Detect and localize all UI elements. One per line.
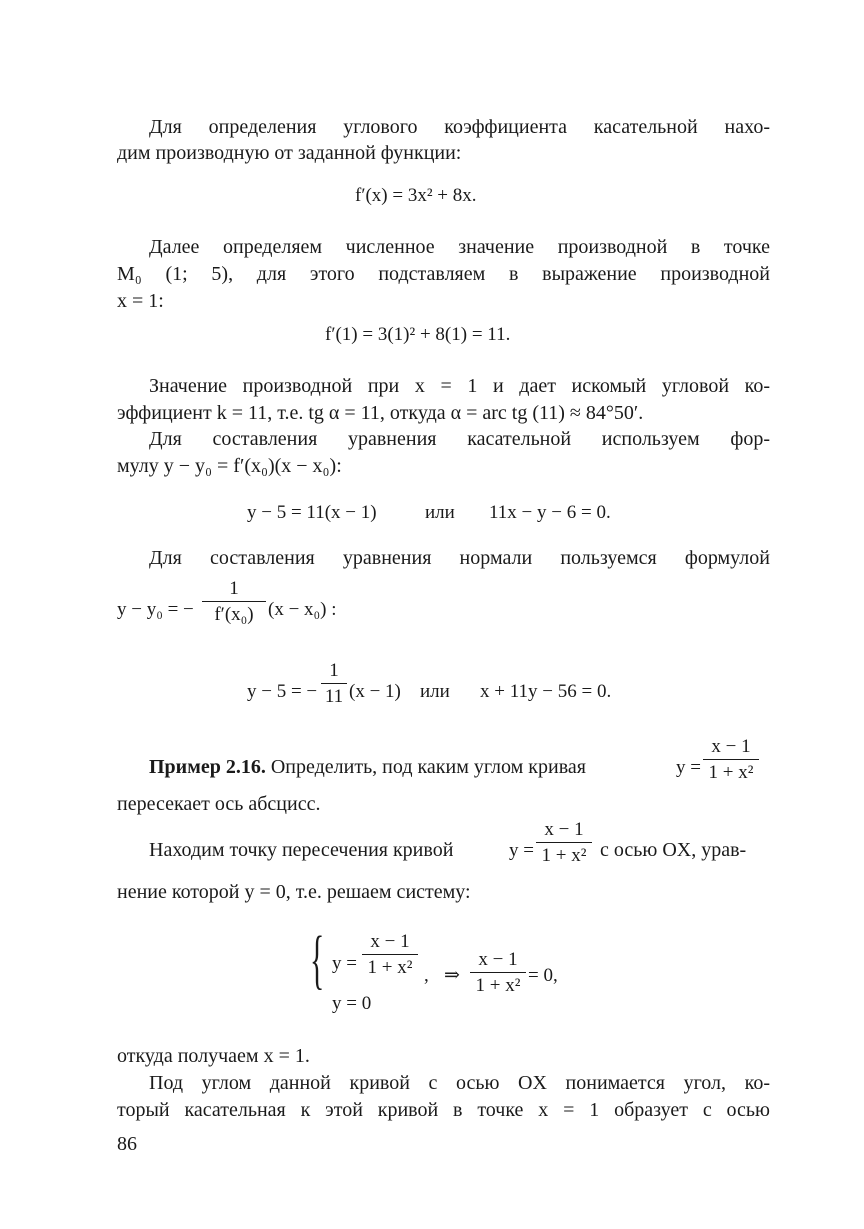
fraction-bar [536,842,592,843]
fraction-numerator: x − 1 [478,949,518,970]
equation-rhs: (x − 1) [349,681,401,702]
system-brace: { [310,923,325,996]
fraction-denominator: 1 + x² [708,762,754,783]
text-line: торый касательная к этой кривой в точке x = 1 образует с осью [117,1099,770,1121]
curve-lhs: y = [676,757,701,778]
curve-lhs: y = [509,840,534,861]
text-line: Значение производной при x = 1 и дает искомый угловой ко- [149,375,770,397]
text-line: x = 1: [117,290,164,312]
text-line: нение которой y = 0, т.е. решаем систему: [117,881,471,903]
equation: f′(x) = 3x² + 8x. [355,185,477,206]
fraction-numerator: x − 1 [544,819,584,840]
equation-right: x + 11y − 56 = 0. [480,681,612,702]
text-line: Находим точку пересечения кривой [149,839,454,861]
text-line: Для определения углового коэффициента касательной нахо- [149,116,770,138]
fraction-denominator: 1 + x² [475,975,521,996]
text-line: мулу y − y₀ = f′(x₀)(x − x₀): [117,455,342,477]
equation-lhs: y − y₀ = − [117,599,194,620]
equation: f′(1) = 3(1)² + 8(1) = 11. [325,324,511,345]
fraction-bar [321,683,347,684]
fraction [703,737,759,782]
system-row2: y = 0 [332,993,372,1014]
text-line: M₀ (1; 5), для этого подставляем в выражение производной [117,263,770,285]
equation-connector: или [425,502,455,523]
text-line: Далее определяем численное значение производной в точке [149,236,770,258]
system-comma: , [424,965,429,986]
text-line: с осью OX, урав- [600,839,747,861]
text-line: Для составления уравнения нормали пользуемся формулой [149,547,770,569]
fraction-denominator: 11 [324,686,344,707]
text-line: Под углом данной кривой с осью OX понимается угол, ко- [149,1072,770,1094]
fraction-bar [470,972,526,973]
text-line: Для составления уравнения касательной используем фор- [149,428,770,450]
system-tail: = 0, [528,965,558,986]
fraction-denominator: 1 + x² [367,957,413,978]
fraction-bar [703,759,759,760]
fraction-numerator: x − 1 [711,736,751,757]
equation-right: 11x − y − 6 = 0. [489,502,611,523]
text-line: эффициент k = 11, т.е. tg α = 11, откуда α = arc tg (11) ≈ 84°50′. [117,402,644,424]
fraction [362,932,418,977]
fraction [202,579,266,624]
system-row1-lhs: y = [332,953,357,974]
fraction [536,820,592,865]
fraction-denominator: f′(x₀) [214,604,254,625]
text-line: пересекает ось абсцисс. [117,793,321,815]
example-label: Пример 2.16. [149,756,266,778]
equation-rhs: (x − x₀) : [268,599,337,620]
fraction-numerator: 1 [229,578,239,599]
equation-left: y − 5 = 11(x − 1) [247,502,377,523]
text-line: откуда получаем x = 1. [117,1045,310,1067]
fraction-bar [202,601,266,602]
fraction-numerator: 1 [329,660,339,681]
fraction-numerator: x − 1 [370,931,410,952]
page-number: 86 [117,1133,137,1155]
example-line [149,757,586,777]
fraction-denominator: 1 + x² [541,845,587,866]
equation-lhs: y − 5 = − [247,681,318,702]
fraction-bar [362,954,418,955]
text-line: дим производную от заданной функции: [117,142,462,164]
fraction [321,661,347,706]
example-text: Определить, под каким углом кривая [270,756,586,778]
fraction [470,950,526,995]
equation-connector: или [420,681,450,702]
implies-symbol: ⇒ [444,965,460,986]
